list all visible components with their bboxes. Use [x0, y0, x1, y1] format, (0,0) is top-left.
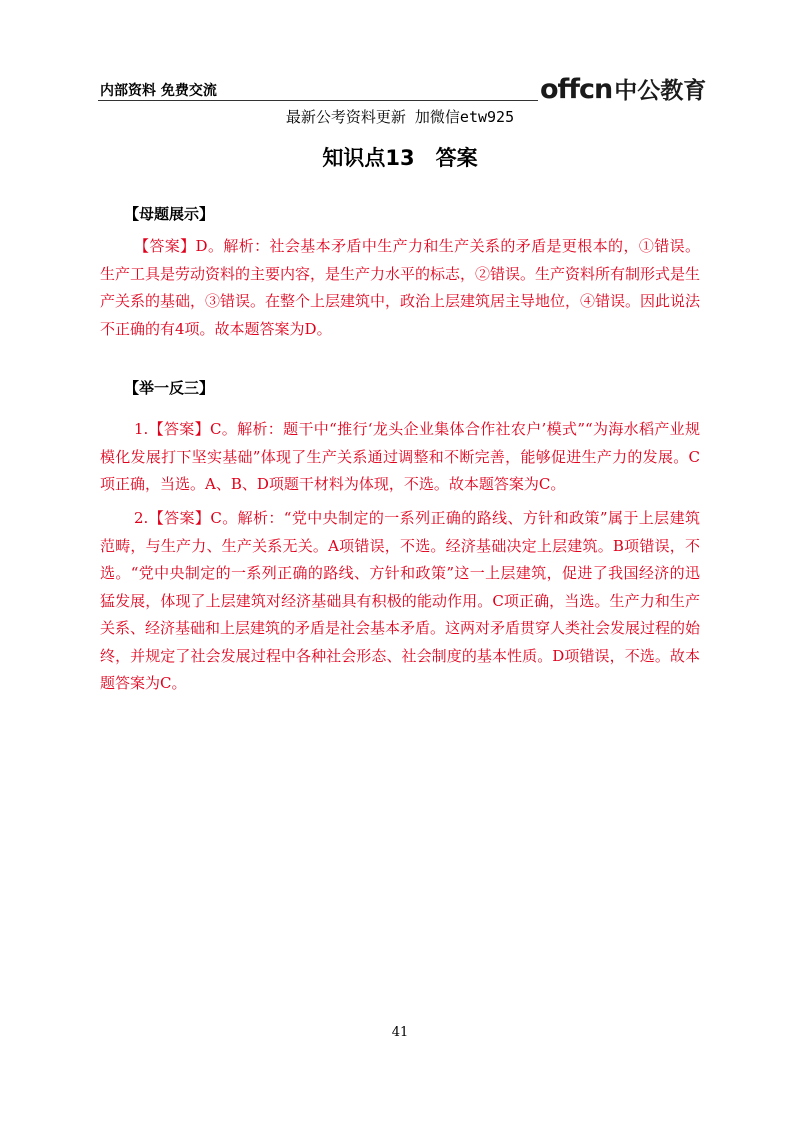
offcn-logo [540, 72, 706, 105]
section-heading-model: 【母题展示】 [124, 205, 215, 223]
logo-chinese-text: 中公教育 [614, 78, 707, 104]
header-divider [98, 100, 538, 101]
section-heading-practice: 【举一反三】 [124, 379, 215, 397]
practice-answer-2: 2.【答案】C。解析：“党中央制定的一系列正确的路线、方针和政策”属于上层建筑范畴，与生产力、生产关系无关。A项错误，不选。经济基础决定上层建筑。B项错误，不选。“党中央制定的一系列正确的路线、方针和政策”这一上层建筑，促进了我国经济的迅猛发展，体现了上层建筑对经济基础具有积极的能动作用。C项正确，当选。生产力和生产关系、经济基础和上层建筑的矛盾是社会基本矛盾。这两对矛盾贯穿人类社会发展过程的始终，并规定了社会发展过程中各种社会形态、社会制度的基本性质。D项错误，不选。故本题答案为C。 [100, 509, 701, 692]
practice-answer-1: 1.【答案】C。解析：题干中“推行‘龙头企业集体合作社农户’模式”“为海水稻产业规模化发展打下坚实基础”体现了生产关系通过调整和不断完善，能够促进生产力的发展。C项正确，当选。A、B、D项题干材料为体现，不选。故本题答案为C。 [100, 420, 700, 493]
wechat-note: 最新公考资料更新 加微信etw925 [285, 108, 515, 126]
page-title: 知识点13 答案 [322, 146, 478, 170]
logo-latin-text: offcn [540, 74, 613, 105]
model-answer-paragraph: 【答案】D。解析：社会基本矛盾中生产力和生产关系的矛盾是更根本的，①错误。生产工具是劳动资料的主要内容，是生产力水平的标志，②错误。生产资料所有制形式是生产关系的基础，③错误。在整个上层建筑中，政治上层建筑居主导地位，④错误。因此说法不正确的有4项。故本题答案为D。 [100, 237, 701, 338]
header-left-text: 内部资料 免费交流 [100, 83, 217, 99]
page-number: 41 [391, 1025, 409, 1040]
